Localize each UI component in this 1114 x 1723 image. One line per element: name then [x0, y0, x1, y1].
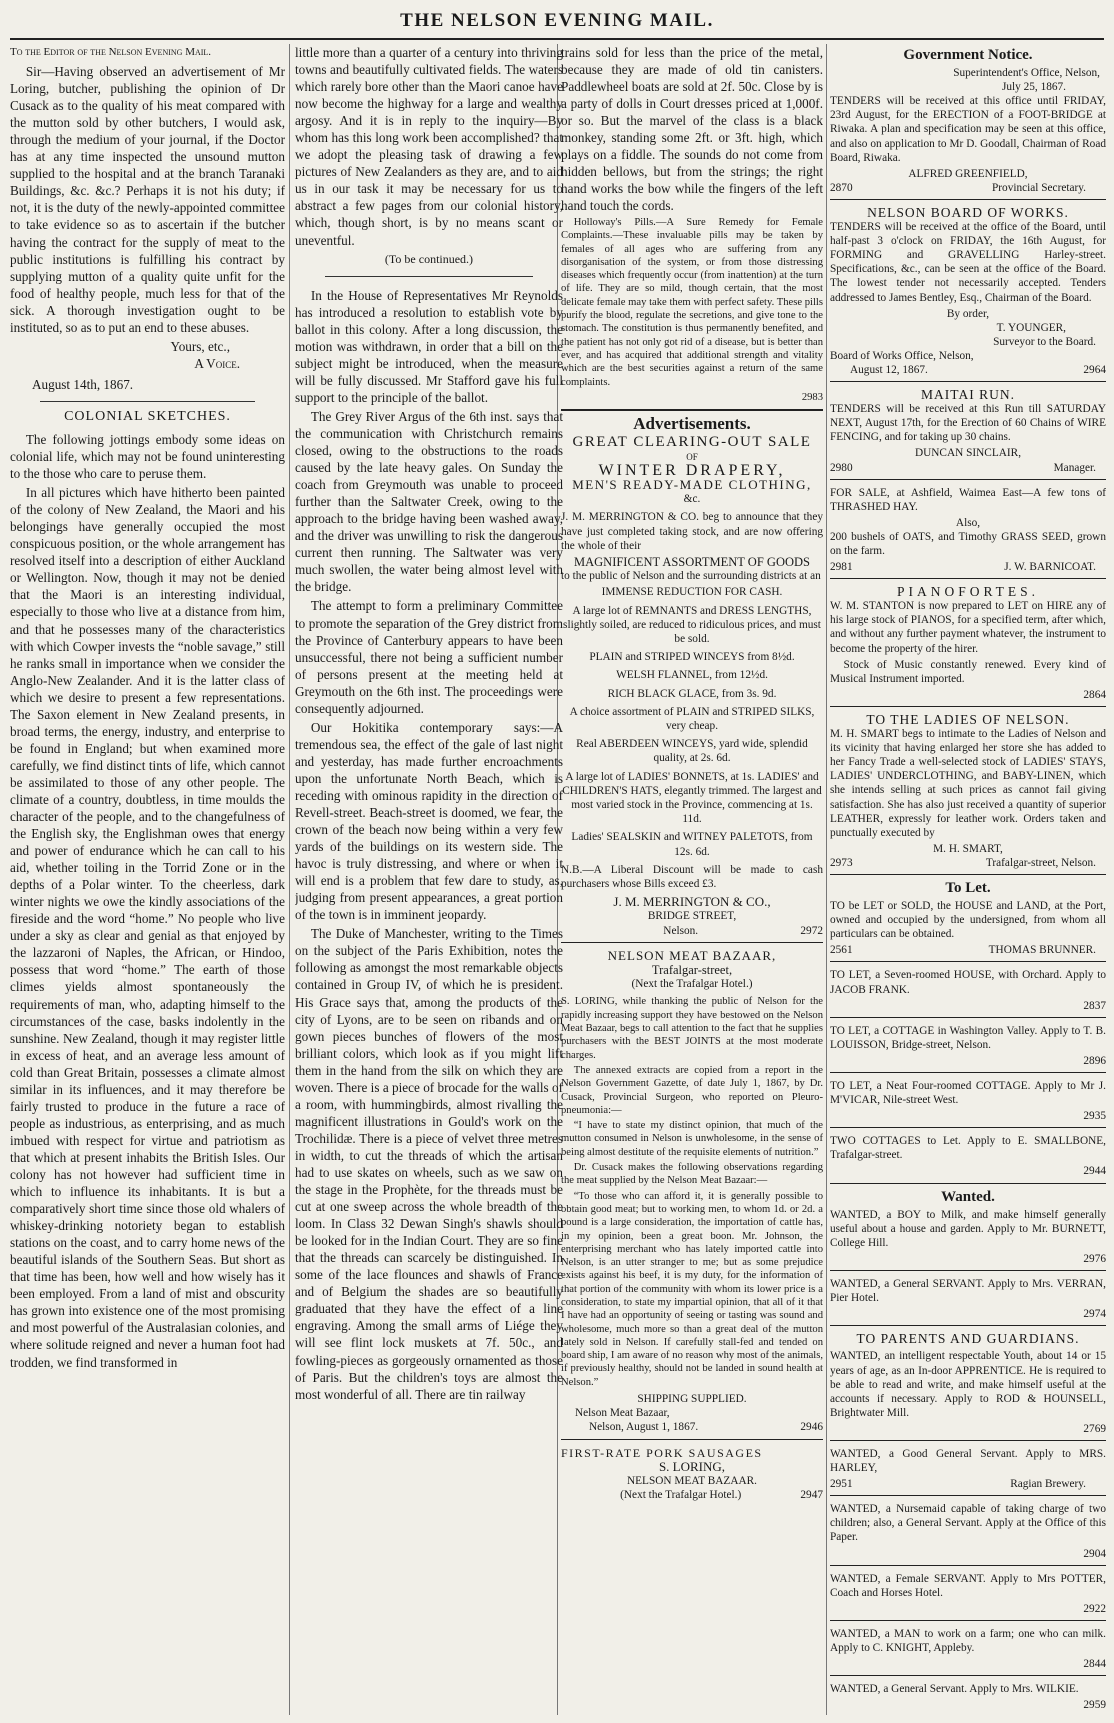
bonnets-line: A large lot of LADIES' BONNETS, at 1s. LADIES' and CHILDREN'S HATS, elegantly trimmed. The largest and most varied stock in the Province, commencing at 1s. 11d. — [562, 770, 822, 826]
cusack-quote: “To those who can afford it, it is generally possible to obtain good meat; but to working men, to whom 1d. or 2d. a pound is a large consideration, the importation of cattle has, in my opinion, been a great boon. Mr. Johnson, the enterprising merchant who has lately imported cattle into Nelson, is an utter stranger to me; but as some prejudice exists against his beef, it is my duty, for the information of that portion of the community with whom its lower price is a consideration, to state my impartial opinion, that all of it that I have had an opportunity of seeing or tasting was sound and wholesome, much more so than a great deal of the mutton lately sold in Nelson. If carefully stall-fed and tended on board ship, I am aware of no reason why most of the animals, if previously healthy, should not be landed in sound health at Nelson.” — [561, 1190, 823, 1388]
remnants-line: A large lot of REMNANTS and DRESS LENGTHS, slightly soiled, are reduced to ridiculous prices, and must be sold. — [563, 604, 821, 645]
column-divider — [289, 44, 290, 1715]
aberdeen-line: Real ABERDEEN WINCEYS, yard wide, splendid quality, at 2s. 6d. — [576, 738, 808, 765]
maitai-body: TENDERS will be received at this Run till SATURDAY NEXT, August 17th, for the Erection of 60 Chains of WIRE FENCING, and for taking up 30 chains. — [830, 403, 1106, 444]
extracts-paragraph: The annexed extracts are copied from a report in the Nelson Government Gazette, of date July 1, 1867, by Dr. Cusack, Provincial Surgeon, who reported on Pleuro-pneumonia:— — [561, 1064, 823, 1116]
glace-line: RICH BLACK GLACE, from 3s. 9d. — [607, 687, 777, 700]
maitai-title: Manager. — [1053, 461, 1096, 474]
news-paragraph: In the House of Representatives Mr Reynolds has introduced a resolution to establish vote by ballot in this colony. After a long discussion, the motion was withdrawn, in order that a bill on the subject might be introduced, when the measure will be fully discussed. Mr Stafford gave his full support to the principle of the ballot. — [295, 287, 563, 405]
advert-number: 2935 — [1083, 1110, 1106, 1123]
advert-number: 2904 — [1083, 1547, 1106, 1560]
merrington-intro: J. M. MERRINGTON & CO. beg to announce that they have just completed taking stock, and are now offering the whole of their — [561, 511, 823, 552]
works-order: By order, — [946, 307, 990, 320]
separator — [325, 276, 533, 277]
sausages-seller: S. LORING, — [658, 1458, 726, 1474]
letter-salutation: To the Editor of the Nelson Evening Mail. — [10, 46, 212, 58]
meat-bazaar-street: Trafalgar-street, — [651, 963, 733, 978]
sale-headline: GREAT CLEARING-OUT SALE — [572, 434, 812, 451]
merrington-town — [561, 924, 823, 938]
advert-number: 2864 — [1083, 688, 1106, 701]
pianofortes-heading: PIANOFORTES. — [896, 584, 1040, 600]
for-sale-also: Also, — [955, 516, 981, 529]
piano-stock: Stock of Music constantly renewed. Every kind of Musical Instrument imported. — [830, 658, 1106, 685]
to-be-continued: (To be continued.) — [384, 251, 474, 266]
column-divider — [826, 44, 827, 1715]
to-let-1: TO be LET or SOLD, the HOUSE and LAND, at the Port, owned and occupied by the undersigned, from whom all particulars can be obtained. — [830, 900, 1106, 941]
sketches-paragraph: In all pictures which have hitherto been painted of the colony of New Zealand, the Maori and his belongings have generally occupied the most conspicuous position, or the whole arrangement has resolved itself into a description of either Auckland or Wellington. Now, though it may not be denied that the Maori is an interesting individual, especially to those who live at a distance from him, and that he possesses many of the characteristics with which Cowper invests the “noble savage,” still he ranks small in importance when we consider the Anglo-New Zealander. And it is the latter class of which we desire to present a few representations. The Saxon element in New Zealand presents, in broad terms, the energy, industry, and enterprise to be found in England; but when examined more carefully, we find distinct tints of life, which cannot be assimilated to those of any other people. The climate of a country, doubtless, in time moulds the character of the people, and to the changefulness of the English sky, the Englishman owes that energy and power of endurance which he can call to his aid, whether toiling in the Torrid Zone or in the depths of a Polar winter. To the cheerless, dark winter nights we owe the kindly associations of the fireside and the word “home.” No people who live under a sky as clear and genial as that enjoyed by the lazzaroni of Naples, the African, or Hindoo, possess that word “home.” The earth of those climes yields almost spontaneously the requirements of man, who, adapting himself to the circumstances of the case, basks indolently in the sunshine. New Zealand, though it may register little in excess of heat, and an average less amount of cold than Great Britain, possesses a climate almost similar in its influences, and it may therefore be fairly trusted to produce in the future a race of people as industrious, as enterprising, and as much imbued with respect for virtue and patriotism as that which at present inhabits the British Isles. Our colony has not however had sufficient time in which to influence its inhabitants. It is but a comparatively short time since those old whalers of whiskey-drinking notoriety began to establish stations on the coast, and to carry home news of the beautiful islands of the Southern Seas. But short as that time has been, how well and how wisely has it been employed. From a land of mist and obscurity has grown into existence one of the most promising and most powerful of the Australasian colonies, and where solitude reigned and never a human foot had trodden, we find transformed in — [10, 485, 285, 1370]
ladies-street: Trafalgar-street, Nelson. — [985, 856, 1096, 869]
sale-drapery: WINTER DRAPERY, — [598, 461, 786, 479]
flannel-line: WELSH FLANNEL, from 12½d. — [616, 669, 768, 682]
board-of-works-heading: NELSON BOARD OF WORKS. — [867, 204, 1069, 220]
advertisements-heading: Advertisements. — [633, 414, 751, 434]
paletots-line: Ladies' SEALSKIN and WITNEY PALETOTS, from 12s. 6d. — [571, 831, 813, 858]
wanted-5: WANTED, a Nursemaid capable of taking charge of two children; also, a General Servant. Apply at the Office of this Paper. — [830, 1503, 1106, 1544]
advert-number: 2974 — [1083, 1308, 1106, 1321]
advert-number: 2964 — [1083, 363, 1106, 376]
works-signature: T. YOUNGER, — [996, 321, 1066, 334]
works-office: Board of Works Office, Nelson, — [830, 349, 974, 362]
advert-number: 2561 — [830, 944, 853, 957]
column-1 — [10, 44, 285, 1715]
advert-number: 2972 — [800, 924, 823, 937]
news-paragraph: The attempt to form a preliminary Committee to promote the separation of the Grey district from the Province of Canterbury appears to have been unsuccessful, there not being a sufficient number of persons present at the meeting held at Greymouth on the 6th inst. The proceedings were consequently adjourned. — [295, 598, 563, 716]
letter-closing: Yours, etc., — [170, 338, 230, 354]
to-let-3: TO LET, a COTTAGE in Washington Valley. Apply to T. B. LOUISSON, Bridge-street, Nelson. — [830, 1024, 1106, 1051]
news-continuation: trains sold for less than the price of the metal, because they are made of old tin canisters. Paddlewheel boats are sold at 2f. 50c. Close by is a party of dolls in Court dresses priced at 1,000f. or so. But the marvel of the class is a black monkey, standing some 2ft. or 3ft. high, which plays on a fiddle. The sounds do not come from hidden bellows, but from the strings; the right hand works the bow while the fingers of the left hand touch the cords. — [561, 45, 823, 213]
advert-number: 2959 — [1083, 1699, 1106, 1712]
advert-number: 2981 — [830, 561, 853, 574]
to-let-4: TO LET, a Neat Four-roomed COTTAGE. Apply to Mr J. M'VICAR, Nile-street West. — [830, 1080, 1106, 1107]
advert-number: 2844 — [1083, 1658, 1106, 1671]
column-4 — [830, 44, 1106, 1715]
advert-number: 2947 — [800, 1489, 823, 1502]
works-date: August 12, 1867. — [850, 363, 928, 376]
magnificent-assortment: MAGNIFICENT ASSORTMENT OF GOODS — [574, 554, 810, 569]
newspaper-title: THE NELSON EVENING MAIL. — [400, 10, 714, 31]
letter-signature: A Voice. — [194, 355, 240, 371]
masthead-rule — [10, 38, 1104, 40]
wanted-4: WANTED, a Good General Servant. Apply to MRS. HARLEY, — [830, 1447, 1106, 1475]
wanted-heading: Wanted. — [941, 1188, 995, 1205]
cusack-observations: Dr. Cusack makes the following observations regarding the meat supplied by the Nelson Meat Bazaar:— — [561, 1162, 823, 1187]
sketches-paragraph: The following jottings embody some ideas on colonial life, which may not be found uninteresting to the those who care to peruse them. — [10, 431, 285, 482]
advert-number: 2973 — [830, 856, 853, 869]
sketches-continuation: little more than a quarter of a century into thriving towns and beautifully cultivated fields. The waters which rarely bore other than the Maori canoe have now become the highway for a large and wealthy argosy. And it is in reply to the inquiry—By whom has this long work been accomplished? that we adopt the pleasing task of drawing a few pictures of New Zealanders as they are, and to aid us in our task it may be necessary for us to abstract a few pages from our colonial history, which, though short, is by no means scant or uneventful. — [295, 45, 563, 248]
discount-note: N.B.—A Liberal Discount will be made to cash purchasers whose Bills exceed £3. — [561, 863, 823, 891]
gov-date: July 25, 1867. — [1001, 81, 1066, 94]
sausages-bazaar: NELSON MEAT BAZAAR. — [626, 1475, 758, 1488]
column-2 — [295, 44, 563, 1715]
wanted-2: WANTED, a General SERVANT. Apply to Mrs. VERRAN, Pier Hotel. — [830, 1278, 1106, 1305]
wanted-8: WANTED, a General Servant. Apply to Mrs. WILKIE. — [830, 1683, 1079, 1696]
advert-number: 2896 — [1083, 1054, 1106, 1067]
advert-number: 2870 — [830, 181, 853, 194]
public-notice: to the public of Nelson and the surrounding districts at an — [561, 570, 821, 583]
advert-number: 2922 — [1083, 1602, 1106, 1615]
masthead — [0, 0, 1114, 36]
works-body: TENDERS will be received at the office of the Board, until half-past 3 o'clock on FRIDAY, the 16th August, for FORMING and GRAVELLING Harley-street. Specifications, &c., can be seen at the office of the Board. The lowest tender not necessarily accepted. Tenders addressed to James Bentley, Esq., Chairman of the Board. — [830, 221, 1106, 304]
government-notice-heading: Government Notice. — [903, 47, 1033, 63]
colonial-sketches-heading: COLONIAL SKETCHES. — [40, 401, 255, 425]
to-let-5: TWO COTTAGES to Let. Apply to E. SMALLBONE, Trafalgar-street. — [830, 1135, 1106, 1162]
maitai-run-heading: MAITAI RUN. — [921, 387, 1015, 403]
ladies-heading: TO THE LADIES OF NELSON. — [866, 711, 1070, 727]
holloway-advert: Holloway's Pills.—A Sure Remedy for Female Complaints.—These invaluable pills may be taken by females of all ages who are suffering from any disorganisation of the system, or from those distressing diseases which frequently occur (from inattention) at the turn of life. They are so mild, though certain, that the most delicate female may take them with perfect safety. These pills purify the blood, regulate the secretions, and give tone to the stomach. The constitution is thus permanently benefited, and the patient has not only got rid of a disease, but is better than ever, and has acquired that additional strength and vitality which are the best securities against a return of the same complaints. — [561, 217, 823, 388]
letter-date: August 14th, 1867. — [32, 376, 134, 392]
merrington-street: BRIDGE STREET, — [647, 910, 737, 923]
wanted-6: WANTED, a Female SERVANT. Apply to Mrs POTTER, Coach and Horses Hotel. — [830, 1572, 1106, 1599]
wanted-3: WANTED, an intelligent respectable Youth, about 14 or 15 years of age, as an In-door APPRENTICE. He is required to be able to read and write, and make himself useful at the accounts if necessary. Apply to ROD & HOUNSELL, Brightwater Mill. — [830, 1350, 1106, 1419]
winceys-line: PLAIN and STRIPED WINCEYS from 8½d. — [589, 651, 795, 664]
gov-signature: ALFRED GREENFIELD, — [908, 167, 1028, 180]
for-sale-signature: J. W. BARNICOAT. — [1004, 561, 1096, 574]
bazaar-signoff: Nelson Meat Bazaar, — [575, 1407, 670, 1420]
gov-title: Provincial Secretary. — [992, 181, 1086, 194]
bazaar-date: Nelson, August 1, 1867. — [589, 1421, 699, 1434]
meat-bazaar-heading: NELSON MEAT BAZAAR, — [607, 947, 777, 963]
advert-number: 2980 — [830, 461, 853, 474]
immense-reduction: IMMENSE REDUCTION FOR CASH. — [601, 586, 783, 599]
for-sale-body: FOR SALE, at Ashfield, Waimea East—A few tons of THRASHED HAY. — [830, 486, 1106, 513]
merrington-town-label: Nelson. — [663, 924, 699, 937]
merrington-name: J. M. MERRINGTON & CO., — [613, 894, 771, 910]
cusack-quote: “I have to state my distinct opinion, that much of the mutton consumed in Nelson is unwholesome, in the sense of being almost destitute of the requisite elements of nutrition.” — [561, 1120, 823, 1158]
advert-number: 2837 — [1083, 999, 1106, 1012]
advert-number: 2983 — [801, 391, 823, 403]
advert-number: 2976 — [1083, 1252, 1106, 1265]
wanted-4-signature: Ragian Brewery. — [1010, 1478, 1086, 1491]
wanted-7: WANTED, a MAN to work on a farm; one who can milk. Apply to C. KNIGHT, Appleby. — [830, 1627, 1106, 1654]
ladies-signature: M. H. SMART, — [933, 842, 1003, 855]
news-paragraph: Our Hokitika contemporary says:—A tremendous sea, the effect of the gale of last night and yesterday, has made further encroachments upon the unfortunate North Beach, which is receding with ominous rapidity in the direction of Revell-street. Beach-street is doomed, we fear, the crown of the beach now being within a very few yards of the buildings on its western side. The havoc is truly distressing, and where or when it will end is a problem that few dare to study, as, judging from present appearances, a great portion of the town is in imminent jeopardy. — [295, 719, 563, 923]
advert-number: 2946 — [800, 1421, 823, 1434]
sale-of: OF — [686, 451, 698, 462]
piano-body: W. M. STANTON is now prepared to LET on HIRE any of his large stock of PIANOS, for a specified term, after which, and without any further payment whatever, the instrument to become the property of the hirer. — [830, 600, 1106, 655]
to-let-2: TO LET, a Seven-roomed HOUSE, with Orchard. Apply to JACOB FRANK. — [830, 969, 1106, 996]
parents-heading: TO PARENTS AND GUARDIANS. — [856, 1331, 1080, 1347]
sausages-location: (Next the Trafalgar Hotel.) — [620, 1489, 742, 1502]
ladies-body: M. H. SMART begs to intimate to the Ladies of Nelson and its vicinity that having enlarged her store she has added to her Fancy Trade a well-selected stock of LADIES' STAYS, LADIES' UNDERCLOTHING, and BABY-LINEN, which she intends selling at such prices as cannot fail giving satisfaction. She has also just received a quantity of superior LEATHER, expressly for leather work. Orders taken and punctually executed by — [830, 728, 1106, 839]
advert-number: 2951 — [830, 1478, 853, 1491]
loring-paragraph: S. LORING, while thanking the public of Nelson for the rapidly increasing support they have bestowed on the Nelson Meat Bazaar, begs to call attention to the fact that he supplies purchasers with the BEST JOINTS at the most moderate charges. — [561, 996, 823, 1061]
wanted-1: WANTED, a BOY to Milk, and make himself generally useful about a house and garden. Apply to Mr. BURNETT, College Hill. — [830, 1208, 1106, 1249]
advert-number: 2769 — [1083, 1422, 1106, 1435]
works-title: Surveyor to the Board. — [993, 335, 1096, 348]
letter-body: Sir—Having observed an advertisement of Mr Loring, butcher, publishing the opinion of Dr Cusack as to the quality of his meat compared with the mutton sold by other butchers, I would ask, through the medium of your journal, if the Doctor has at any time inspected the unsound mutton supplied to the hospital and at the branch Taranaki Buildings, &c. &c.? Perhaps it is not his duty; if not, it is the duty of the newly-appointed committee to take evidence so as to ascertain if the butcher having the contract for the supply of meat to the public institutions is fulfilling his contract by supplying mutton of a quality quite unfit for the food of healthy people, much less for that of the sick. A thorough investigation ought to be instituted, so as to put an end to these abuses. — [10, 64, 285, 335]
for-sale-oats: 200 bushels of OATS, and Timothy GRASS SEED, grown on the farm. — [830, 530, 1106, 557]
sausages-heading: FIRST-RATE PORK SAUSAGES — [561, 1445, 763, 1460]
maitai-signature: DUNCAN SINCLAIR, — [914, 447, 1022, 460]
silks-line: A choice assortment of PLAIN and STRIPED SILKS, very cheap. — [569, 705, 815, 733]
gov-body: TENDERS will be received at this office until FRIDAY, 23rd August, for the ERECTION of a FOOT-BRIDGE at Riwaka. A plan and specification may be seen at this office, and also on application to Mr D. Goodall, Chairman of Road Board, Riwaka. — [830, 95, 1106, 164]
sale-clothing: MEN'S READY-MADE CLOTHING, — [572, 476, 812, 492]
advert-number: 2944 — [1083, 1165, 1106, 1178]
to-let-1-signature: THOMAS BRUNNER. — [988, 944, 1096, 957]
to-let-heading: To Let. — [945, 879, 991, 896]
column-3 — [561, 44, 823, 1715]
gov-office: Superintendent's Office, Nelson, — [953, 67, 1100, 80]
news-paragraph: The Duke of Manchester, writing to the Times on the subject of the Paris Exhibition, notes the following as amongst the most remarkable objects contained in Group IV, of which he is president. His Grace says that, among the products of the city of Lyons, are to be seen on ribands and on gown pieces bunches of flowers of the most brilliant colors, which look as if you might lift them in the hand from the silk on which they are woven. There is a piece of brocade for the walls of a room, with hummingbirds, almost rivalling the magnificent illustrations in Gould's work on the Trochilidæ. There is a piece of velvet three metres in width, to cut the threads of which the artisan had to use skates on wheels, such as we saw on the stage in the Prophète, for the threads must be cut at one sweep across the whole breadth of the loom. In Class 32 Dewan Singh's shawls should be looked for in the Indian Court. They are so fine that the threads can scarcely be distinguished. In some of the lace flounces and shawls of France and of Belgium the shades are so beautifully graduated that they have the effect of a line engraving. Among the small arms of Liége they will see flint lock muskets at 7f. 50c., and fowling-pieces as gorgeously ornamented as those of Paris. But the children's toys are almost the most wonderful of all. There are tin railway — [295, 926, 563, 1402]
meat-bazaar-location: (Next the Trafalgar Hotel.) — [631, 978, 753, 991]
sale-etc: &c. — [683, 493, 701, 506]
news-paragraph: The Grey River Argus of the 6th inst. says that the communication with Christchurch remains closed, owing to the obstructions to the roads caused by the late heavy gales. On Sunday the coach from Greymouth was unable to proceed further than the Saltwater Creek, owing to the approach to the bridge having been washed away, and the driver was unwilling to risk the dangerous current then running. The Saltwater was very much swollen, the water being almost level with the bridge. — [295, 408, 563, 595]
shipping-supplied: SHIPPING SUPPLIED. — [637, 1393, 747, 1406]
